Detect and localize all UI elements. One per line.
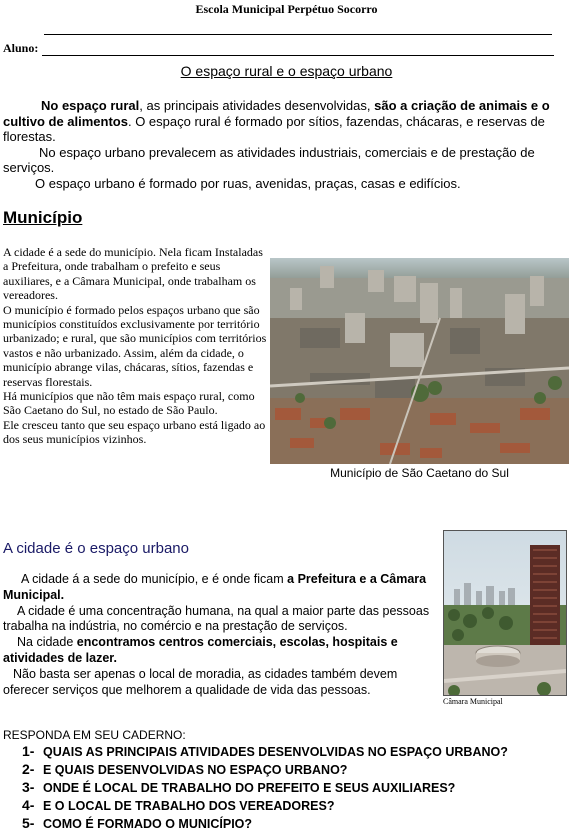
question-text: E O LOCAL DE TRABALHO DOS VEREADORES? — [43, 799, 335, 813]
section-heading-cidade: A cidade é o espaço urbano — [3, 540, 189, 557]
intro-paragraph-urbano: No espaço urbano prevalecem as atividades industriais, comerciais e de prestação de serviços. — [3, 144, 535, 175]
cidade-paragraph: A cidade á a sede do município, e é onde ficam a Prefeitura e a Câmara Municipal. — [3, 572, 427, 602]
municipio-paragraph: A cidade é a sede do município. Nela ficam Instaladas a Prefeitura, onde trabalham o prefeito e seus auxiliares, e a Câmara Municipal, onde trabalham os vereadores. — [3, 245, 263, 303]
section-heading-municipio: Município — [3, 208, 83, 227]
question-item — [22, 797, 570, 815]
camara-photo — [443, 530, 567, 696]
question-text: E QUAIS DESENVOLVIDAS NO ESPAÇO URBANO? — [43, 763, 348, 777]
question-text: COMO É FORMADO O MUNICÍPIO? — [43, 817, 253, 831]
photo-caption-camara: Câmara Municipal — [443, 697, 503, 706]
municipio-text — [3, 245, 269, 447]
question-item — [22, 761, 570, 779]
cidade-text — [3, 572, 439, 698]
question-number: 4- — [22, 797, 35, 813]
questions-instruction: RESPONDA EM SEU CADERNO: — [3, 728, 186, 742]
cidade-paragraph: Não basta ser apenas o local de moradia, as cidades também devem oferecer serviços que melhorem a qualidade de vida das pessoas. — [3, 666, 398, 697]
cidade-paragraph: A cidade é uma concentração humana, na qual a maior parte das pessoas trabalha na indústria, no comércio e na prestação de serviços. — [3, 603, 430, 634]
camara-building-image — [444, 531, 566, 695]
municipio-paragraph: Há municípios que não têm mais espaço rural, como São Caetano do Sul, no estado de São Paulo. — [3, 389, 255, 418]
question-number: 1- — [22, 743, 35, 759]
question-text: ONDE É LOCAL DE TRABALHO DO PREFEITO E SEUS AUXILIARES? — [43, 781, 456, 795]
municipio-paragraph: Ele cresceu tanto que seu espaço urbano está ligado ao dos seus municípios vizinhos. — [3, 417, 266, 447]
question-item — [22, 743, 570, 761]
municipio-paragraph: O município é formado pelos espaços urbano que são municípios constituídos exclusivamente por território urbanizado; e rural, que são municípios com territórios vastos e não urbanizado. Assim, além da cidade, o município abrange vilas, chácaras, sítios, fazendas e reservas florestais. — [3, 302, 267, 389]
intro-section — [3, 98, 570, 191]
city-aerial-photo — [270, 258, 569, 464]
question-text: QUAIS AS PRINCIPAIS ATIVIDADES DESENVOLVIDAS NO ESPAÇO URBANO? — [43, 745, 508, 759]
page-title: O espaço rural e o espaço urbano — [180, 63, 393, 79]
intro-paragraph-formacao: O espaço urbano é formado por ruas, avenidas, praças, casas e edifícios. — [35, 175, 461, 191]
cidade-paragraph: Na cidade encontramos centros comerciais, escolas, hospitais e atividades de lazer. — [3, 635, 398, 665]
question-item — [22, 779, 570, 797]
question-item — [22, 815, 570, 833]
student-name-line — [42, 55, 554, 56]
question-number: 3- — [22, 779, 35, 795]
question-number: 2- — [22, 761, 35, 777]
student-label: Aluno: — [3, 41, 39, 55]
question-number: 5- — [22, 815, 35, 831]
school-name: Escola Municipal Perpétuo Socorro — [195, 2, 378, 16]
questions-list — [22, 743, 570, 833]
intro-paragraph-rural: No espaço rural, as principais atividades desenvolvidas, são a criação de animais e o cultivo de alimentos. O espaço rural é formado por sítios, fazendas, chácaras, e reservas de florestas. — [3, 98, 550, 144]
header-divider — [44, 34, 552, 35]
photo-caption-sao-caetano: Município de São Caetano do Sul — [330, 466, 509, 480]
